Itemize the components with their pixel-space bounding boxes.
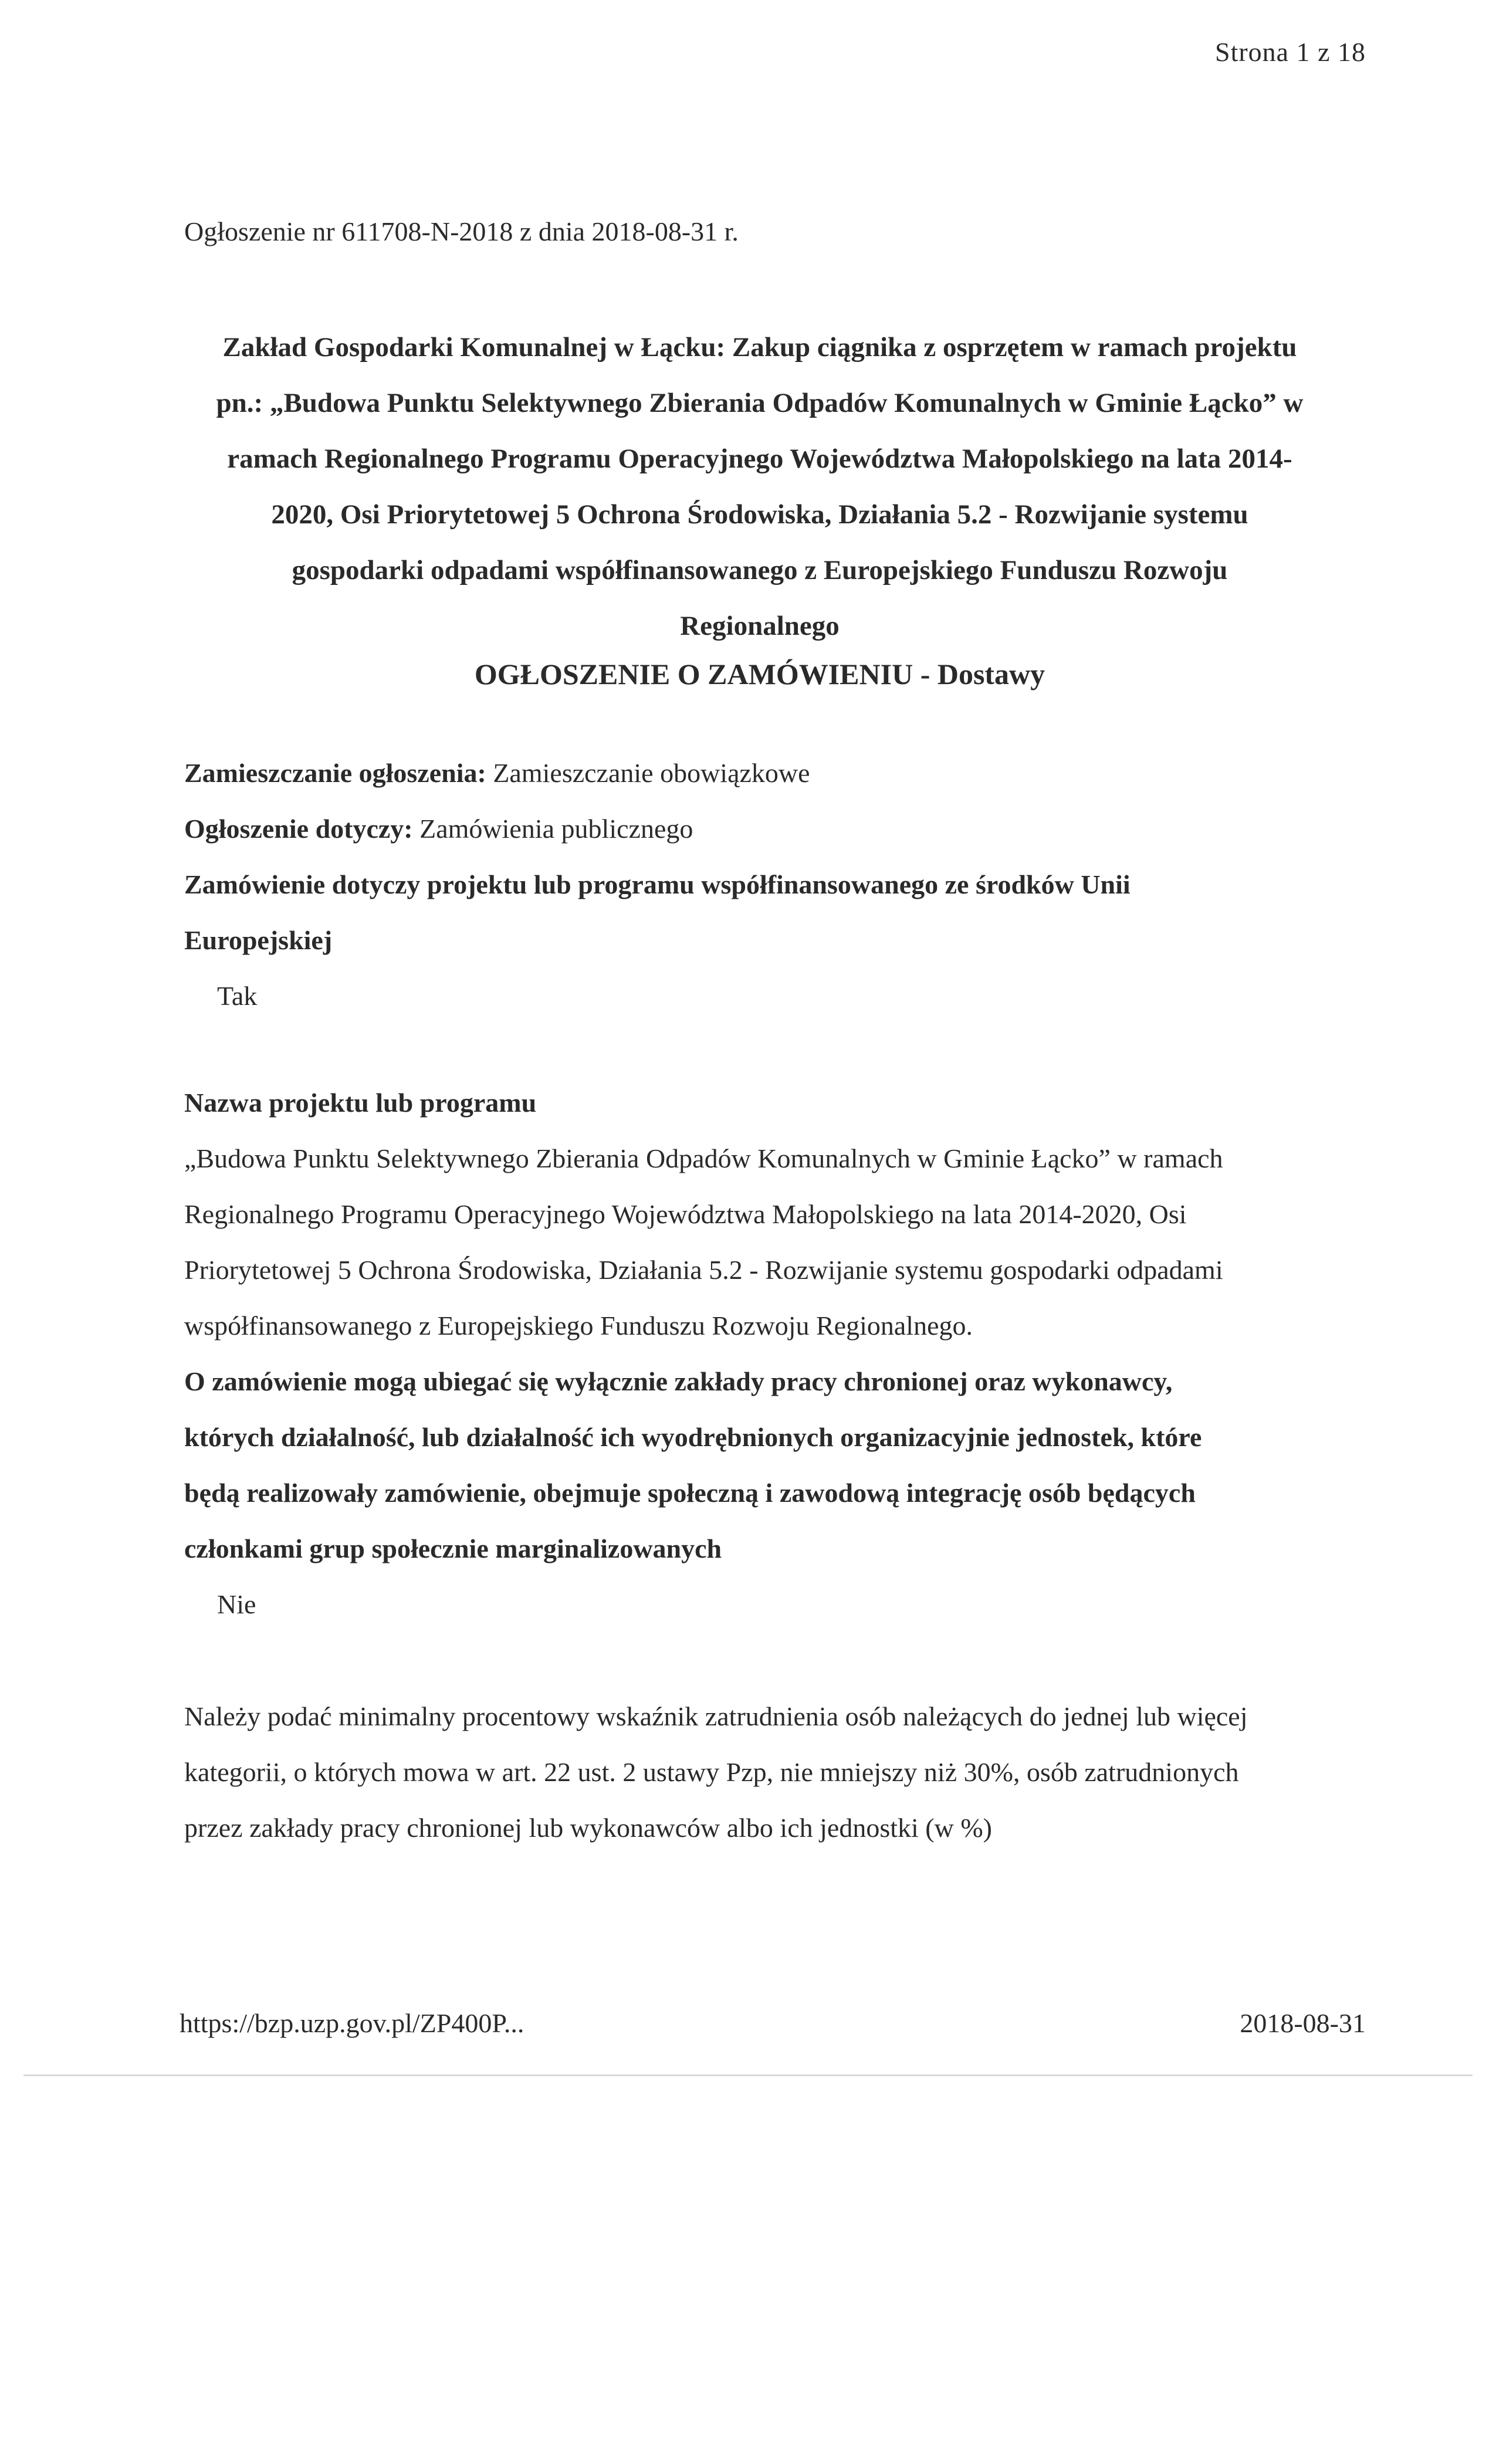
footer-divider [23, 2074, 1473, 2076]
sheltered-label-line: będą realizowały zamówienie, obejmuje społeczną i zawodową integrację osób będących [184, 1478, 1196, 1508]
project-text-line: Regionalnego Programu Operacyjnego Województwa Małopolskiego na lata 2014-2020, Osi [184, 1199, 1187, 1229]
notice-fields [184, 745, 1363, 1024]
sheltered-label-line: których działalność, lub działalność ich wyodrębnionych organizacyjnie jednostek, które [184, 1422, 1202, 1452]
title-line: gospodarki odpadami współfinansowanego z Europejskiego Funduszu Rozwoju [292, 555, 1228, 585]
concerns-label: Ogłoszenie dotyczy: [184, 814, 413, 844]
project-text-line: Priorytetowej 5 Ochrona Środowiska, Działania 5.2 - Rozwijanie systemu gospodarki odpadami [184, 1255, 1223, 1285]
title-line: ramach Regionalnego Programu Operacyjnego Województwa Małopolskiego na lata 2014- [227, 444, 1292, 474]
title-line: pn.: „Budowa Punktu Selektywnego Zbierania Odpadów Komunalnych w Gminie Łącko” w [216, 388, 1304, 418]
document-title [176, 320, 1343, 654]
project-text-line: współfinansowanego z Europejskiego Funduszu Rozwoju Regionalnego. [184, 1311, 973, 1341]
sheltered-value: Nie [217, 1589, 256, 1619]
eu-project-label: Europejskiej [184, 925, 333, 955]
employment-section [184, 1688, 1363, 1856]
title-line: 2020, Osi Priorytetowej 5 Ochrona Środowiska, Działania 5.2 - Rozwijanie systemu [271, 499, 1248, 530]
employment-text-line: kategorii, o których mowa w art. 22 ust. 2 ustawy Pzp, nie mniejszy niż 30%, osób zatrudnionych [184, 1757, 1239, 1787]
notice-heading: OGŁOSZENIE O ZAMÓWIENIU - Dostawy [474, 658, 1045, 691]
placement-label: Zamieszczanie ogłoszenia: [184, 758, 486, 788]
concerns-field [184, 801, 1363, 857]
sheltered-label-line: O zamówienie mogą ubiegać się wyłącznie zakłady pracy chronionej oraz wykonawcy, [184, 1366, 1173, 1396]
footer-date: 2018-08-31 [1240, 2008, 1366, 2038]
project-heading: Nazwa projektu lub programu [184, 1088, 537, 1118]
placement-field [184, 745, 1363, 801]
project-section [184, 1075, 1363, 1632]
footer-url: https://bzp.uzp.gov.pl/ZP400P... [180, 2008, 524, 2038]
concerns-value: Zamówienia publicznego [412, 814, 693, 844]
title-line: Regionalnego [680, 611, 840, 641]
employment-text-line: Należy podać minimalny procentowy wskaźnik zatrudnienia osób należących do jednej lub więcej [184, 1701, 1248, 1731]
sheltered-label-line: członkami grup społecznie marginalizowanych [184, 1534, 722, 1563]
eu-project-label: Zamówienie dotyczy projektu lub programu współfinansowanego ze środków Unii [184, 869, 1131, 899]
project-text-line: „Budowa Punktu Selektywnego Zbierania Odpadów Komunalnych w Gminie Łącko” w ramach [184, 1143, 1223, 1173]
eu-project-value: Tak [217, 981, 258, 1011]
title-line: Zakład Gospodarki Komunalnej w Łącku: Zakup ciągnika z osprzętem w ramach projektu [222, 332, 1297, 363]
page-number: Strona 1 z 18 [1214, 37, 1366, 67]
employment-text-line: przez zakłady pracy chronionej lub wykonawców albo ich jednostki (w %) [184, 1813, 992, 1843]
notice-number: Ogłoszenie nr 611708-N-2018 z dnia 2018-08-31 r. [184, 216, 739, 246]
placement-value: Zamieszczanie obowiązkowe [486, 758, 810, 788]
